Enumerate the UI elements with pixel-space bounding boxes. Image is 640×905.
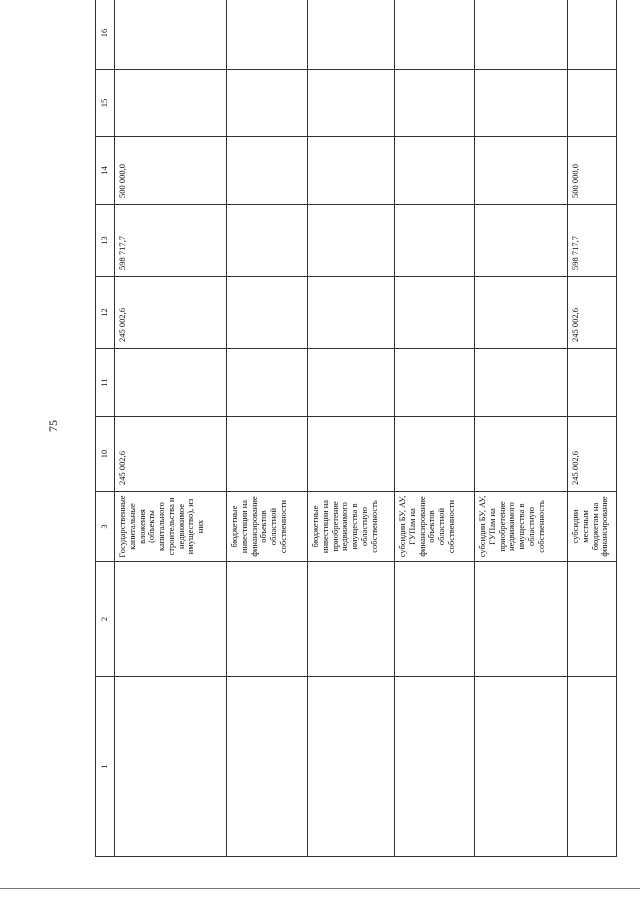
header-row bbox=[96, 0, 115, 857]
cell-col10 bbox=[475, 417, 568, 492]
cell-col2 bbox=[475, 562, 568, 677]
cell-col10 bbox=[395, 417, 475, 492]
cell-col11 bbox=[395, 349, 475, 417]
page-bottom-divider bbox=[0, 888, 640, 889]
cell-col12: 245 002,6 bbox=[115, 277, 227, 349]
cell-col15 bbox=[475, 70, 568, 137]
cell-col15 bbox=[568, 70, 617, 137]
cell-col14 bbox=[227, 137, 308, 205]
cell-col13: 598 717,7 bbox=[115, 205, 227, 277]
row-label: Государственные капитальные вложения (объекты капитального строительства и недвижимое имущество), из них bbox=[115, 492, 227, 562]
row-label: субсидии БУ, АУ, ГУПам на приобретение недвижимого имущества в областную собственность bbox=[475, 492, 568, 562]
cell-col15 bbox=[395, 70, 475, 137]
cell-col13: 598 717,7 bbox=[568, 205, 617, 277]
page-number: 75 bbox=[46, 420, 60, 432]
cell-col10: 245 002,6 bbox=[115, 417, 227, 492]
cell-col1 bbox=[568, 677, 617, 857]
cell-col14 bbox=[395, 137, 475, 205]
cell-col13 bbox=[395, 205, 475, 277]
row-label: субсидии местным бюджетам на финансирование bbox=[568, 492, 617, 562]
cell-col15 bbox=[115, 70, 227, 137]
column-header: 14 bbox=[96, 137, 115, 205]
cell-col10 bbox=[308, 417, 395, 492]
cell-col12 bbox=[475, 277, 568, 349]
table-row bbox=[308, 0, 395, 857]
cell-col2 bbox=[115, 562, 227, 677]
cell-col2 bbox=[395, 562, 475, 677]
cell-col10 bbox=[227, 417, 308, 492]
column-header: 12 bbox=[96, 277, 115, 349]
rotated-table-wrapper bbox=[95, 15, 610, 857]
cell-col16 bbox=[227, 0, 308, 70]
cell-col12 bbox=[227, 277, 308, 349]
cell-col1 bbox=[227, 677, 308, 857]
cell-col15 bbox=[227, 70, 308, 137]
cell-col16 bbox=[568, 0, 617, 70]
cell-col14 bbox=[475, 137, 568, 205]
cell-col1 bbox=[308, 677, 395, 857]
cell-col12 bbox=[395, 277, 475, 349]
cell-col11 bbox=[568, 349, 617, 417]
cell-col16 bbox=[475, 0, 568, 70]
cell-col14: 500 000,0 bbox=[115, 137, 227, 205]
cell-col13 bbox=[227, 205, 308, 277]
column-header: 16 bbox=[96, 0, 115, 70]
cell-col15 bbox=[308, 70, 395, 137]
cell-col13 bbox=[475, 205, 568, 277]
cell-col11 bbox=[227, 349, 308, 417]
cell-col13 bbox=[308, 205, 395, 277]
cell-col2 bbox=[308, 562, 395, 677]
table-row bbox=[568, 0, 617, 857]
row-label: бюджетные инвестиции на приобретение недвижимого имущества в областную собственность bbox=[308, 492, 395, 562]
cell-col11 bbox=[115, 349, 227, 417]
cell-col1 bbox=[475, 677, 568, 857]
cell-col11 bbox=[475, 349, 568, 417]
table-row bbox=[227, 0, 308, 857]
budget-table bbox=[95, 0, 617, 857]
row-label: бюджетные инвестиции на финансирование объектов областной собственности bbox=[227, 492, 308, 562]
cell-col10: 245 002,6 bbox=[568, 417, 617, 492]
cell-col16 bbox=[395, 0, 475, 70]
cell-col1 bbox=[395, 677, 475, 857]
column-header: 11 bbox=[96, 349, 115, 417]
column-header: 3 bbox=[96, 492, 115, 562]
cell-col16 bbox=[308, 0, 395, 70]
cell-col1 bbox=[115, 677, 227, 857]
column-header: 1 bbox=[96, 677, 115, 857]
cell-col14 bbox=[308, 137, 395, 205]
table-row bbox=[395, 0, 475, 857]
table-row bbox=[475, 0, 568, 857]
cell-col12: 245 002,6 bbox=[568, 277, 617, 349]
table-row bbox=[115, 0, 227, 857]
cell-col12 bbox=[308, 277, 395, 349]
cell-col2 bbox=[568, 562, 617, 677]
column-header: 2 bbox=[96, 562, 115, 677]
cell-col16 bbox=[115, 0, 227, 70]
table-container bbox=[95, 15, 610, 857]
cell-col11 bbox=[308, 349, 395, 417]
column-header: 15 bbox=[96, 70, 115, 137]
column-header: 13 bbox=[96, 205, 115, 277]
row-label: субсидии БУ, АУ, ГУПам на финансирование объектов областной собственности bbox=[395, 492, 475, 562]
column-header: 10 bbox=[96, 417, 115, 492]
cell-col14: 500 000,0 bbox=[568, 137, 617, 205]
cell-col2 bbox=[227, 562, 308, 677]
